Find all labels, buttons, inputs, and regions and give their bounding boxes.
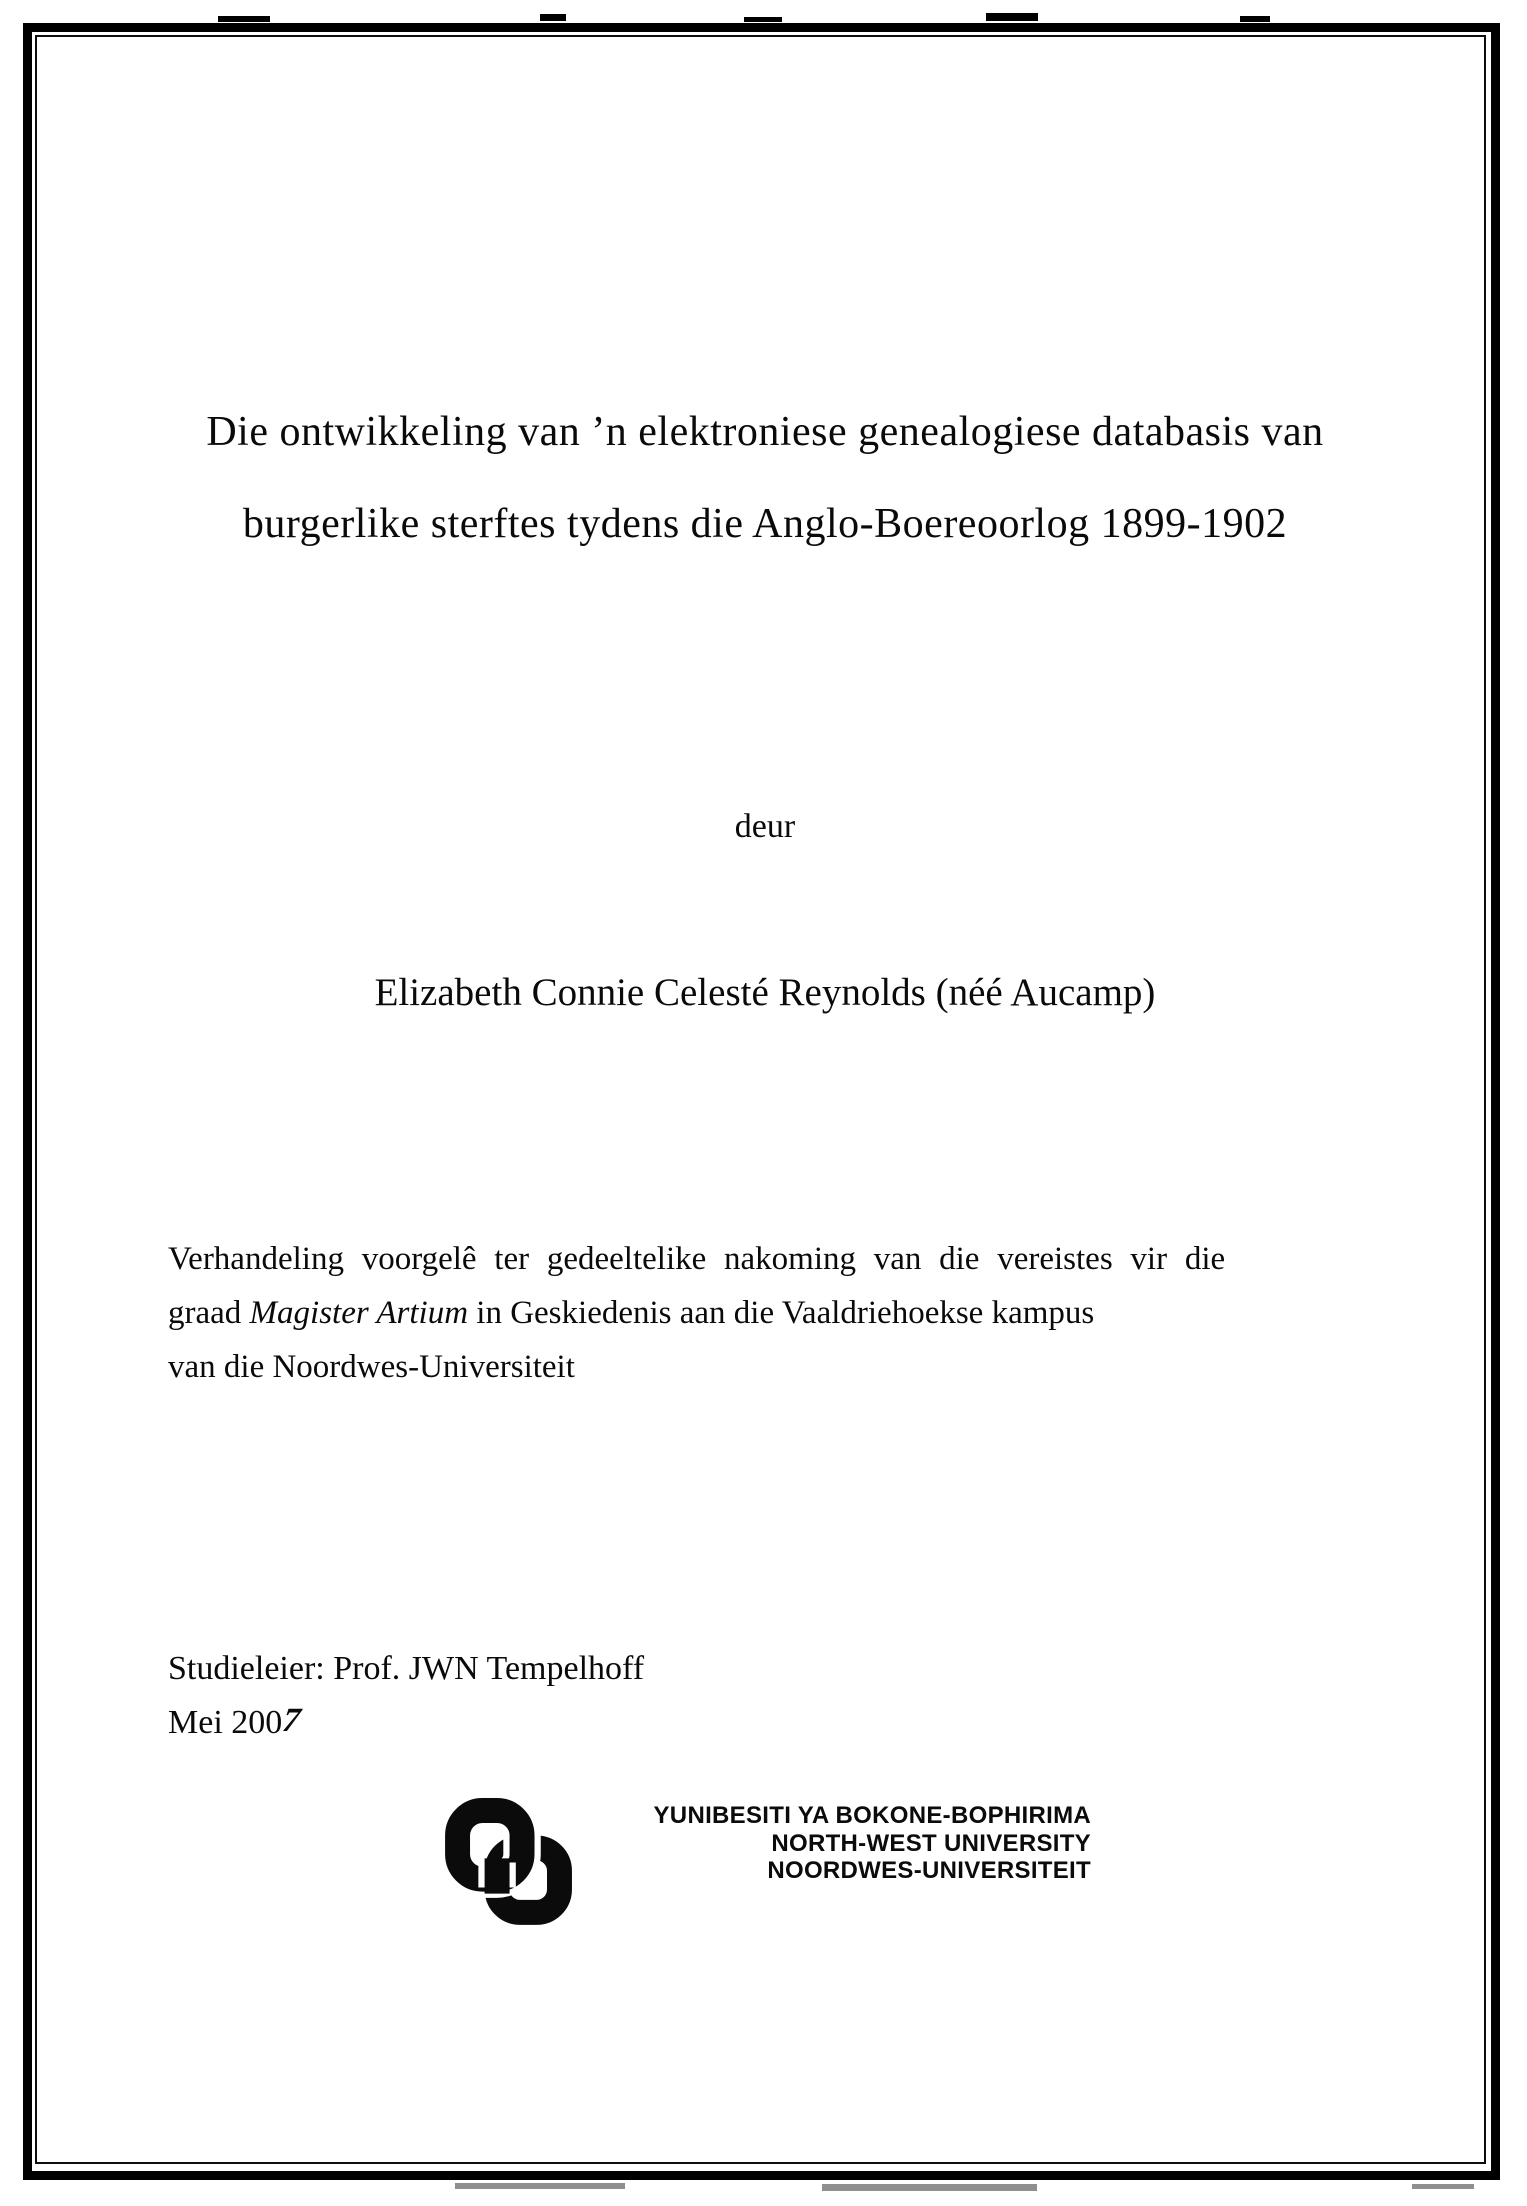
scan-artifact [455, 2183, 625, 2189]
scan-artifact [986, 13, 1038, 21]
submission-statement [168, 1232, 1400, 1394]
thesis-title-line-1: Die ontwikkeling van ’n elektroniese genealogiese databasis van [206, 409, 1324, 455]
scan-artifact [744, 17, 782, 22]
logo-text-line-afrikaans: NOORDWES-UNIVERSITEIT [767, 1857, 1091, 1884]
supervisor-line: Studieleier: Prof. JWN Tempelhoff [168, 1650, 645, 1687]
statement-line-1: Verhandeling voorgelê ter gedeeltelike nakoming van die vereistes vir die [168, 1241, 1226, 1277]
scan-artifact [218, 16, 270, 22]
statement-degree-name: Magister Artium [249, 1295, 469, 1331]
logo-text-line-setswana: YUNIBESITI YA BOKONE-BOPHIRIMA [653, 1802, 1091, 1829]
byline-deur: deur [734, 808, 796, 845]
scan-artifact [540, 14, 566, 21]
thesis-title-line-2: burgerlike sterftes tydens die Anglo-Boereoorlog 1899-1902 [242, 501, 1288, 547]
scan-artifact [822, 2184, 1037, 2191]
statement-line-2-prefix: graad [168, 1295, 250, 1331]
logo-text-line-english: NORTH-WEST UNIVERSITY [771, 1829, 1091, 1857]
scan-artifact [1412, 2184, 1474, 2189]
date-line [168, 1702, 307, 1742]
university-logo-block [443, 1796, 1093, 1936]
scan-artifact [1240, 16, 1270, 22]
university-logo-text [531, 1802, 1091, 1885]
author-name: Elizabeth Connie Celesté Reynolds (néé Aucamp) [374, 971, 1156, 1014]
date-last-digit: 7 [277, 1702, 307, 1739]
statement-line-2 [168, 1286, 1400, 1340]
date-prefix: Mei 200 [168, 1704, 283, 1741]
statement-line-3: van die Noordwes-Universiteit [168, 1349, 575, 1385]
statement-line-2-suffix: in Geskiedenis aan die Vaaldriehoekse kampus [468, 1295, 1095, 1331]
